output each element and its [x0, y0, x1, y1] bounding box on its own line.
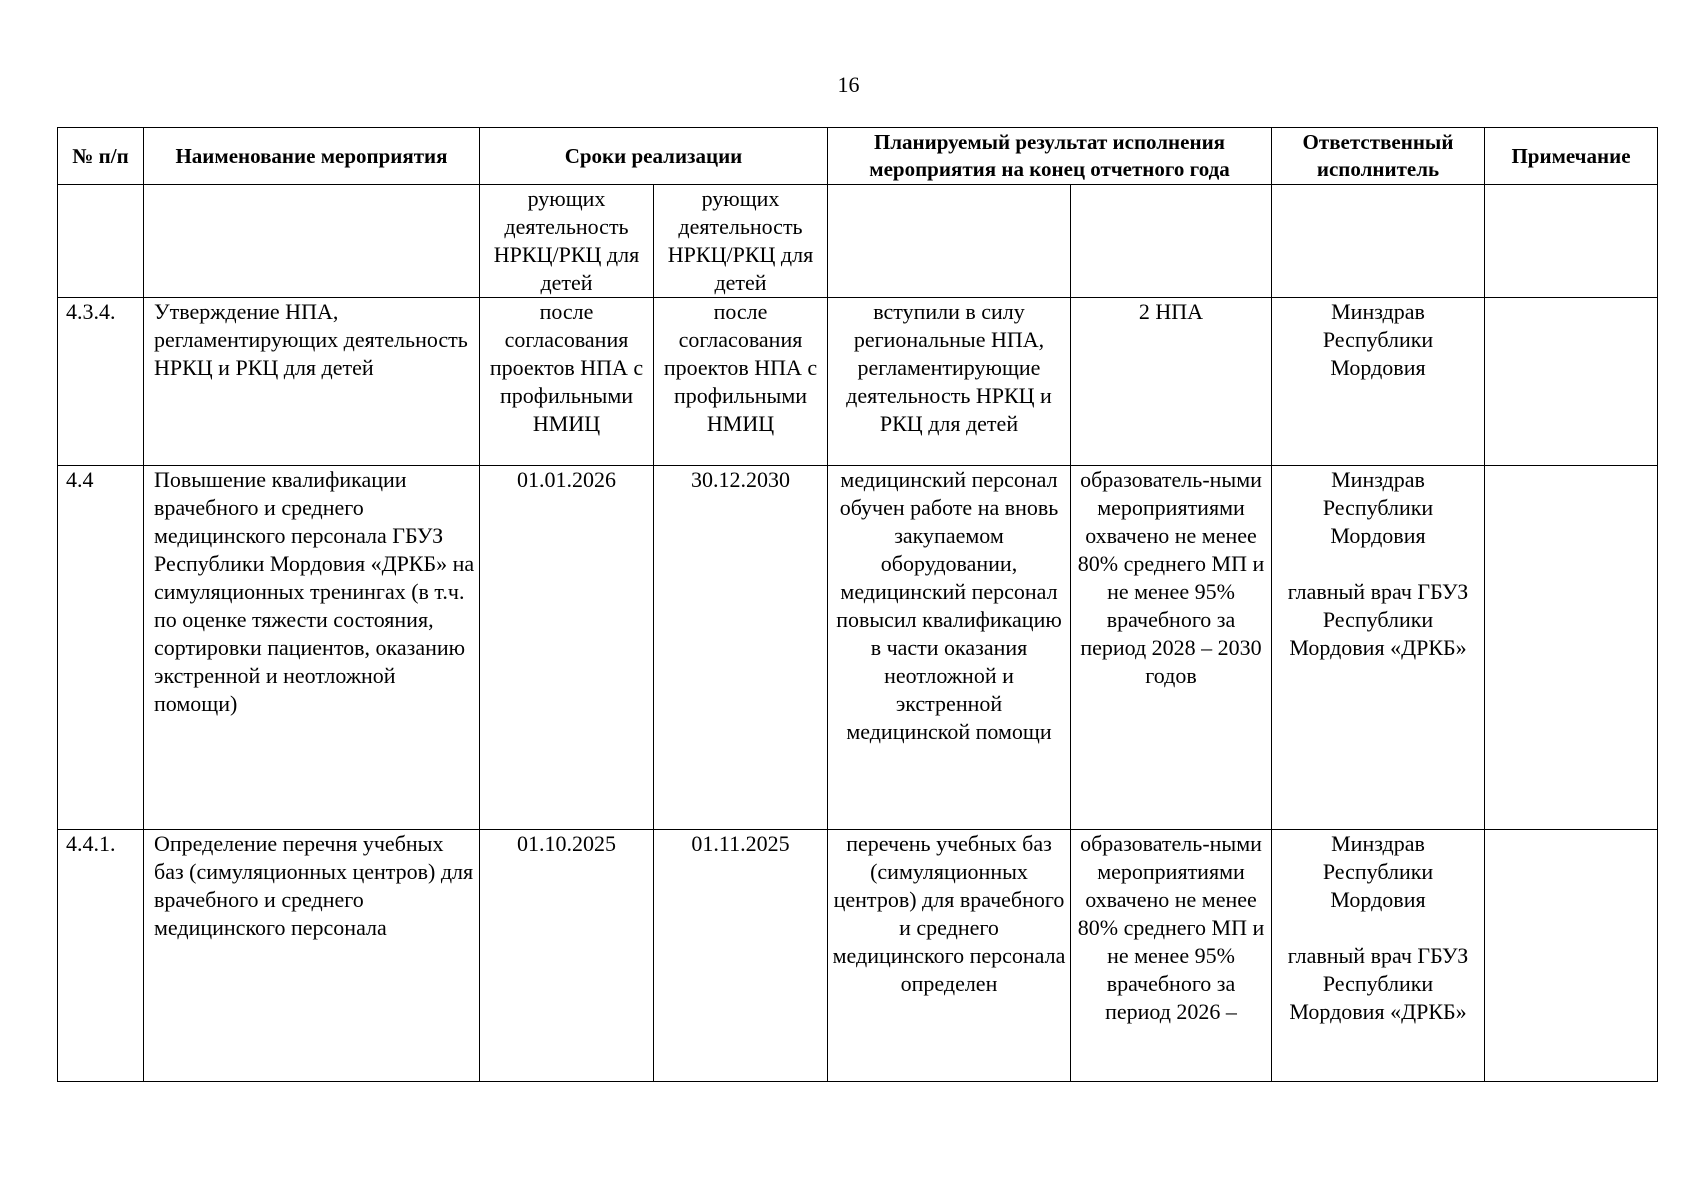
row-responsible [1272, 830, 1485, 1082]
header-note: Примечание [1485, 128, 1658, 185]
row-end: 01.11.2025 [654, 830, 828, 1082]
row-indicator: 2 НПА [1071, 298, 1272, 466]
row-indicator [1071, 185, 1272, 298]
row-name: Утверждение НПА, регламентирующих деятельность НРКЦ и РКЦ для детей [144, 298, 480, 466]
row-result: медицинский персонал обучен работе на вновь закупаемом оборудовании, медицинский персонал повысил квалификацию в части оказания неотложной и экстренной медицинской помощи [828, 466, 1071, 830]
responsible-ministry: Минздрав Республики Мордовия [1322, 831, 1434, 912]
row-start: 01.10.2025 [480, 830, 654, 1082]
row-note [1485, 298, 1658, 466]
header-result: Планируемый результат исполнения мероприятия на конец отчетного года [828, 128, 1272, 185]
row-note [1485, 830, 1658, 1082]
row-indicator: образователь-ными мероприятиями охвачено не менее 80% среднего МП и не менее 95% врачебного за период 2026 – [1071, 830, 1272, 1082]
row-name: Повышение квалификации врачебного и среднего медицинского персонала ГБУЗ Республики Мордовия «ДРКБ» на симуляционных тренингах (в т.ч. по оценке тяжести состояния, сортировки пациентов, оказанию экстренной и неотложной помощи) [144, 466, 480, 830]
row-end: 30.12.2030 [654, 466, 828, 830]
row-note [1485, 185, 1658, 298]
row-start: 01.01.2026 [480, 466, 654, 830]
row-end: после согласования проектов НПА с профильными НМИЦ [654, 298, 828, 466]
row-responsible [1272, 185, 1485, 298]
responsible-ministry: Минздрав Республики Мордовия [1322, 467, 1434, 548]
row-num: 4.3.4. [58, 298, 144, 466]
row-start: после согласования проектов НПА с профильными НМИЦ [480, 298, 654, 466]
table-row [58, 830, 1658, 1082]
table-row [58, 185, 1658, 298]
row-num: 4.4.1. [58, 830, 144, 1082]
page-number: 16 [837, 72, 860, 97]
table-row [58, 466, 1658, 830]
row-responsible: Минздрав Республики Мордовия [1272, 298, 1485, 466]
table-header-row [58, 128, 1658, 185]
row-result [828, 185, 1071, 298]
table-row [58, 298, 1658, 466]
header-dates: Сроки реализации [480, 128, 828, 185]
row-note [1485, 466, 1658, 830]
row-end: рующих деятельность НРКЦ/РКЦ для детей [654, 185, 828, 298]
responsible-chief-doctor: главный врач ГБУЗ Республики Мордовия «ДРКБ» [1287, 943, 1469, 1024]
row-name: Определение перечня учебных баз (симуляционных центров) для врачебного и среднего медицинского персонала [144, 830, 480, 1082]
responsible-chief-doctor: главный врач ГБУЗ Республики Мордовия «ДРКБ» [1287, 579, 1469, 660]
measures-table [57, 127, 1658, 1082]
row-start: рующих деятельность НРКЦ/РКЦ для детей [480, 185, 654, 298]
row-num: 4.4 [58, 466, 144, 830]
row-responsible [1272, 466, 1485, 830]
row-result: вступили в силу региональные НПА, регламентирующие деятельность НРКЦ и РКЦ для детей [828, 298, 1071, 466]
header-num: № п/п [58, 128, 144, 185]
row-num [58, 185, 144, 298]
row-name [144, 185, 480, 298]
header-name: Наименование мероприятия [144, 128, 480, 185]
row-indicator: образователь-ными мероприятиями охвачено не менее 80% среднего МП и не менее 95% врачебного за период 2028 – 2030 годов [1071, 466, 1272, 830]
header-responsible: Ответственный исполнитель [1272, 128, 1485, 185]
row-result: перечень учебных баз (симуляционных центров) для врачебного и среднего медицинского персонала определен [828, 830, 1071, 1082]
